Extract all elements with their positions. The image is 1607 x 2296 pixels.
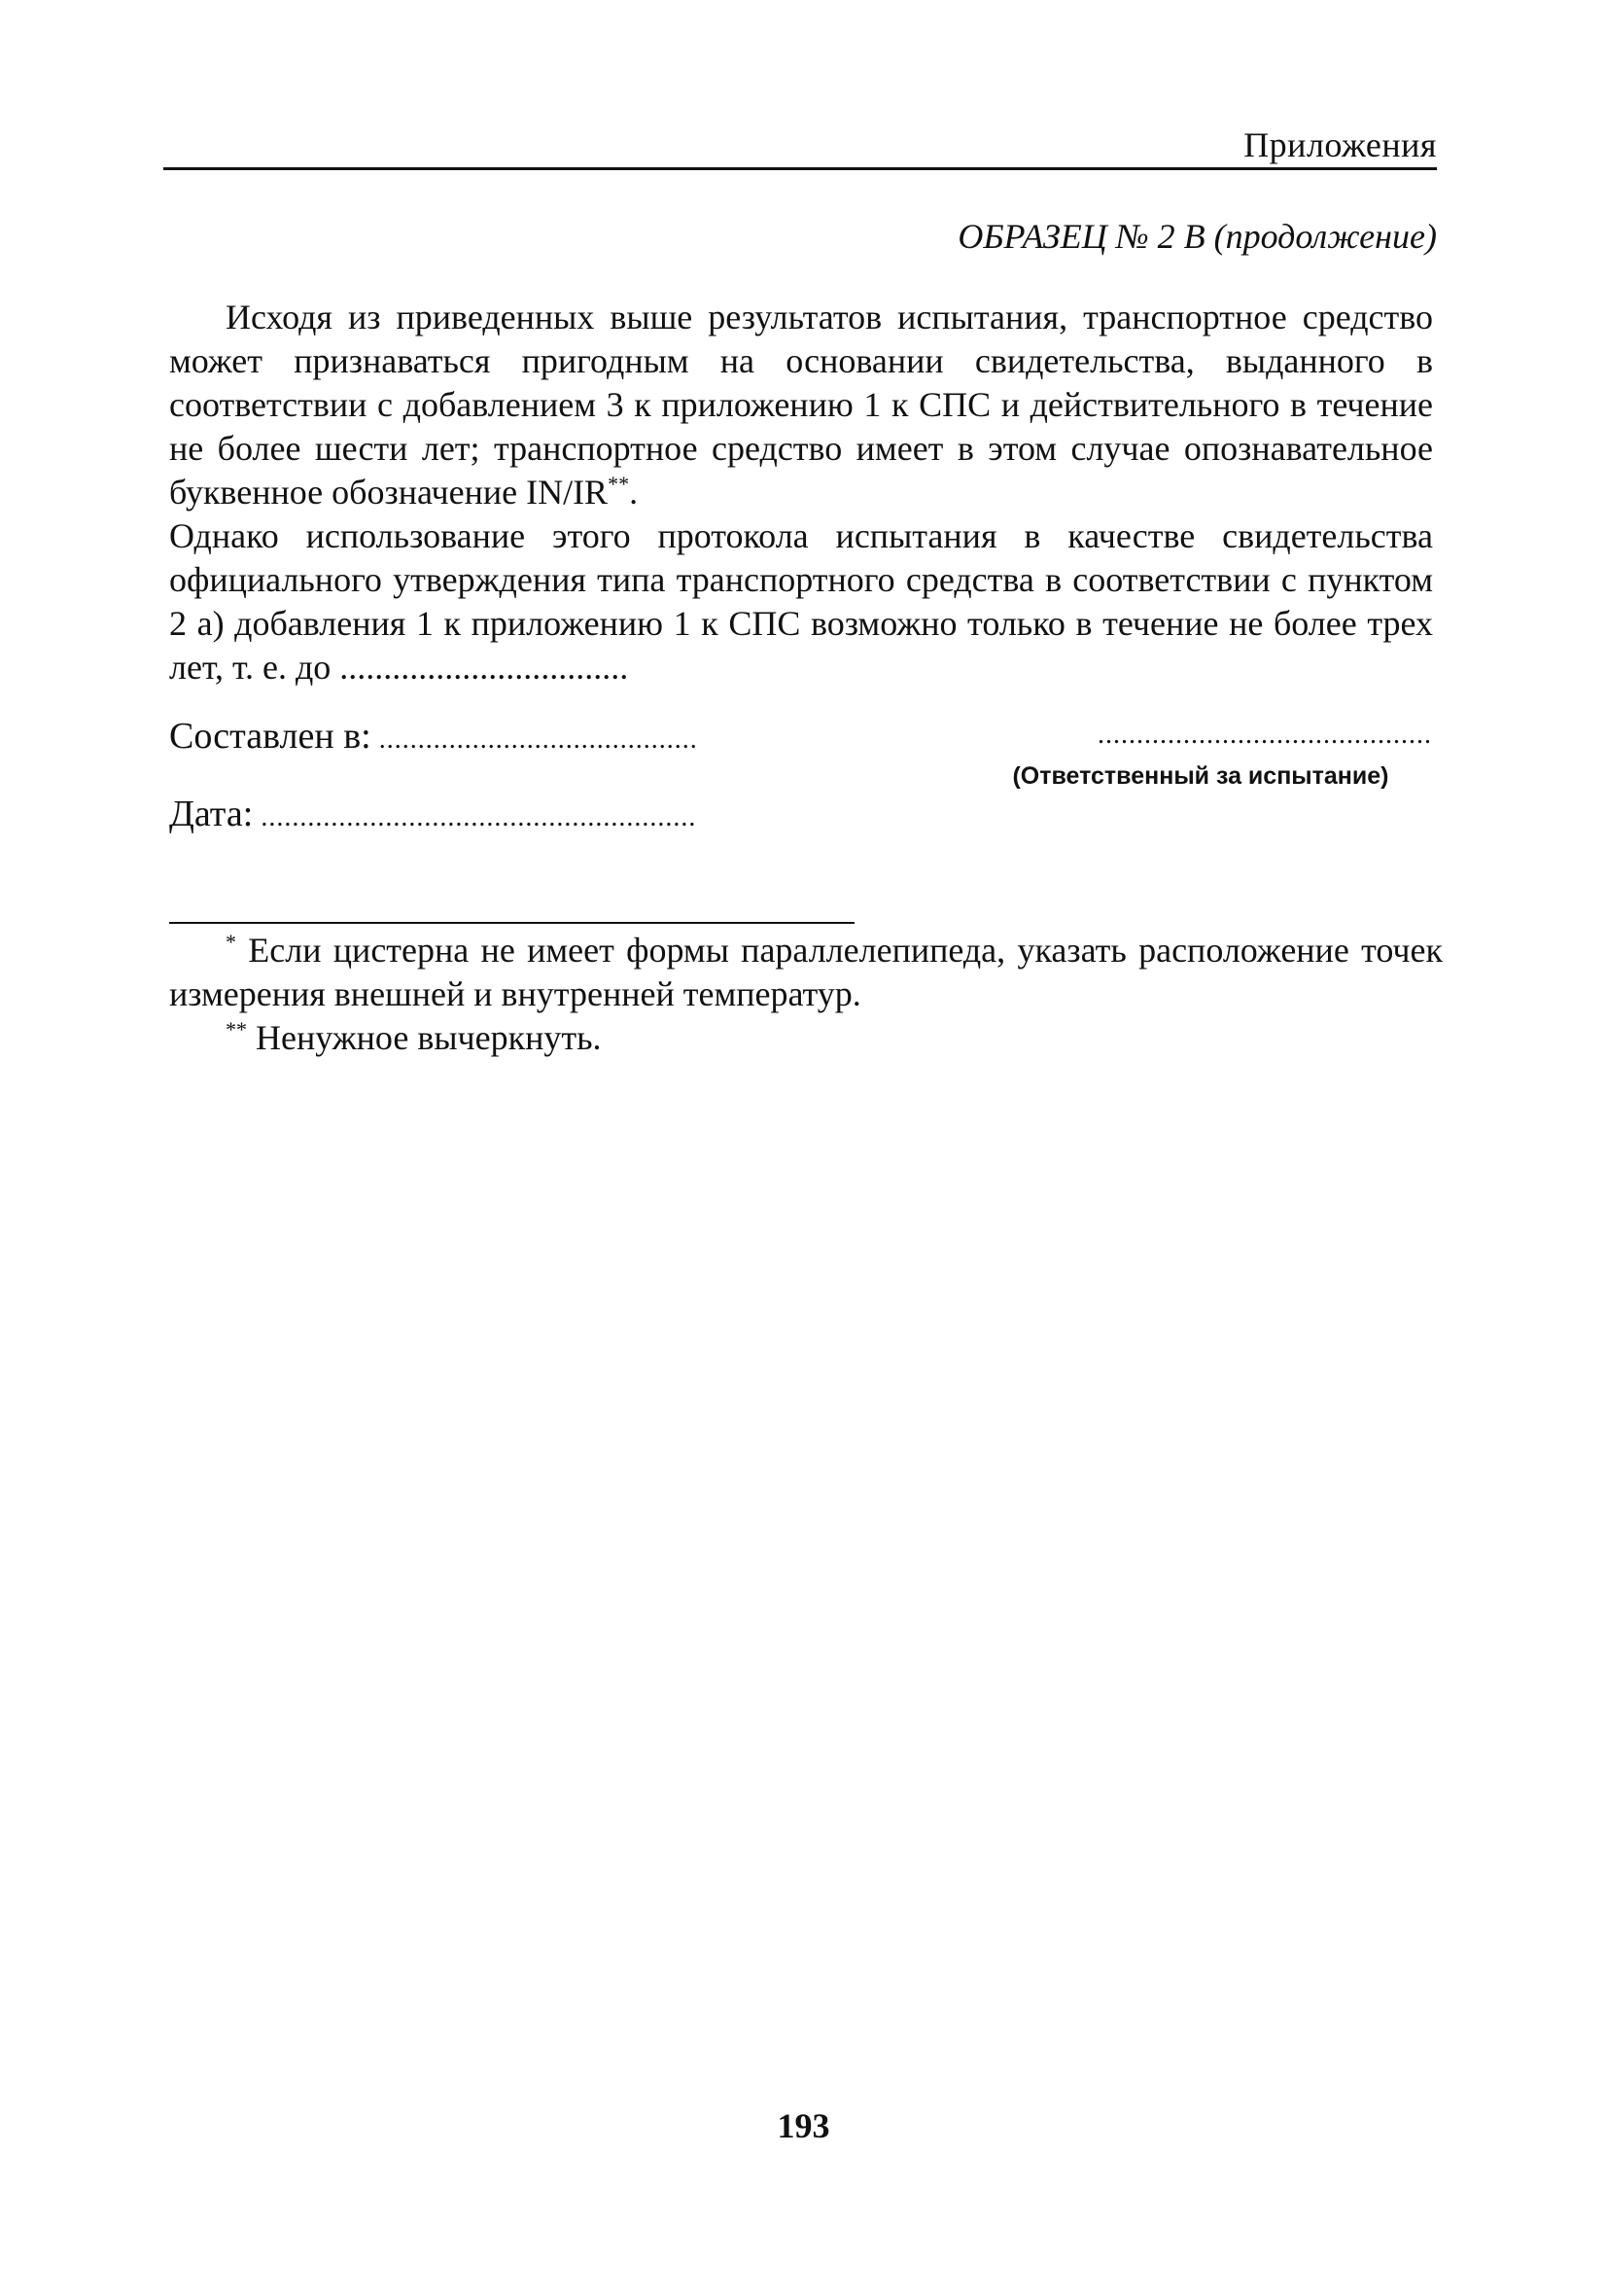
composed-at-label: Составлен в: <box>169 716 371 757</box>
footnote-2 <box>169 1016 1443 1060</box>
paragraph-1-end: . <box>629 473 639 512</box>
paragraph-2-text: Однако использование этого протокола испытания в качестве свидетельства официального утверждения типа транспортного средства в соответствии с пунктом 2 а) добавления 1 к приложению 1 к СПС возможно только в течение не более трех лет, т. е. до <box>169 516 1433 687</box>
header-rule <box>163 167 1437 170</box>
footnote-2-mark: ** <box>226 1017 247 1042</box>
footnotes <box>169 929 1443 1060</box>
paragraph-1 <box>169 296 1433 514</box>
footnote-ref-double-asterisk: ** <box>608 472 630 496</box>
signature-dots: ........................................... <box>1098 720 1432 750</box>
composed-at-field <box>169 715 698 758</box>
composed-at-dots: ......................................... <box>370 724 698 755</box>
date-label: Дата: <box>169 794 254 834</box>
date-field <box>169 793 696 835</box>
sample-title: ОБРАЗЕЦ № 2 В (продолжение) <box>958 217 1437 256</box>
footnote-2-text: Ненужное вычеркнуть. <box>247 1018 602 1057</box>
paragraph-1-text: Исходя из приведенных выше результатов испытания, транспортное средство может признаваться пригодным на основании свидетельства, выданного в соответствии с добавлением 3 к приложению 1 к СПС и действительного в течение не более шести лет; транспортное средство имеет в этом случае опознавательное буквенное обозначение IN/IR <box>169 298 1433 512</box>
paragraph-2 <box>169 514 1433 689</box>
footnote-1-mark: * <box>226 930 236 954</box>
date-fill-dots: ................................. <box>331 648 629 687</box>
body-text <box>169 296 1433 689</box>
signature-caption: (Ответственный за испытание) <box>1012 762 1389 790</box>
footnote-1 <box>169 929 1443 1016</box>
footnote-rule <box>169 922 855 924</box>
running-head: Приложения <box>1243 125 1437 164</box>
date-dots: ........................................................ <box>253 802 697 832</box>
page-number: 193 <box>777 2106 830 2145</box>
footnote-1-text: Если цистерна не имеет формы параллелепипеда, указать расположение точек измерения внешней и внутренней температур. <box>169 931 1443 1013</box>
